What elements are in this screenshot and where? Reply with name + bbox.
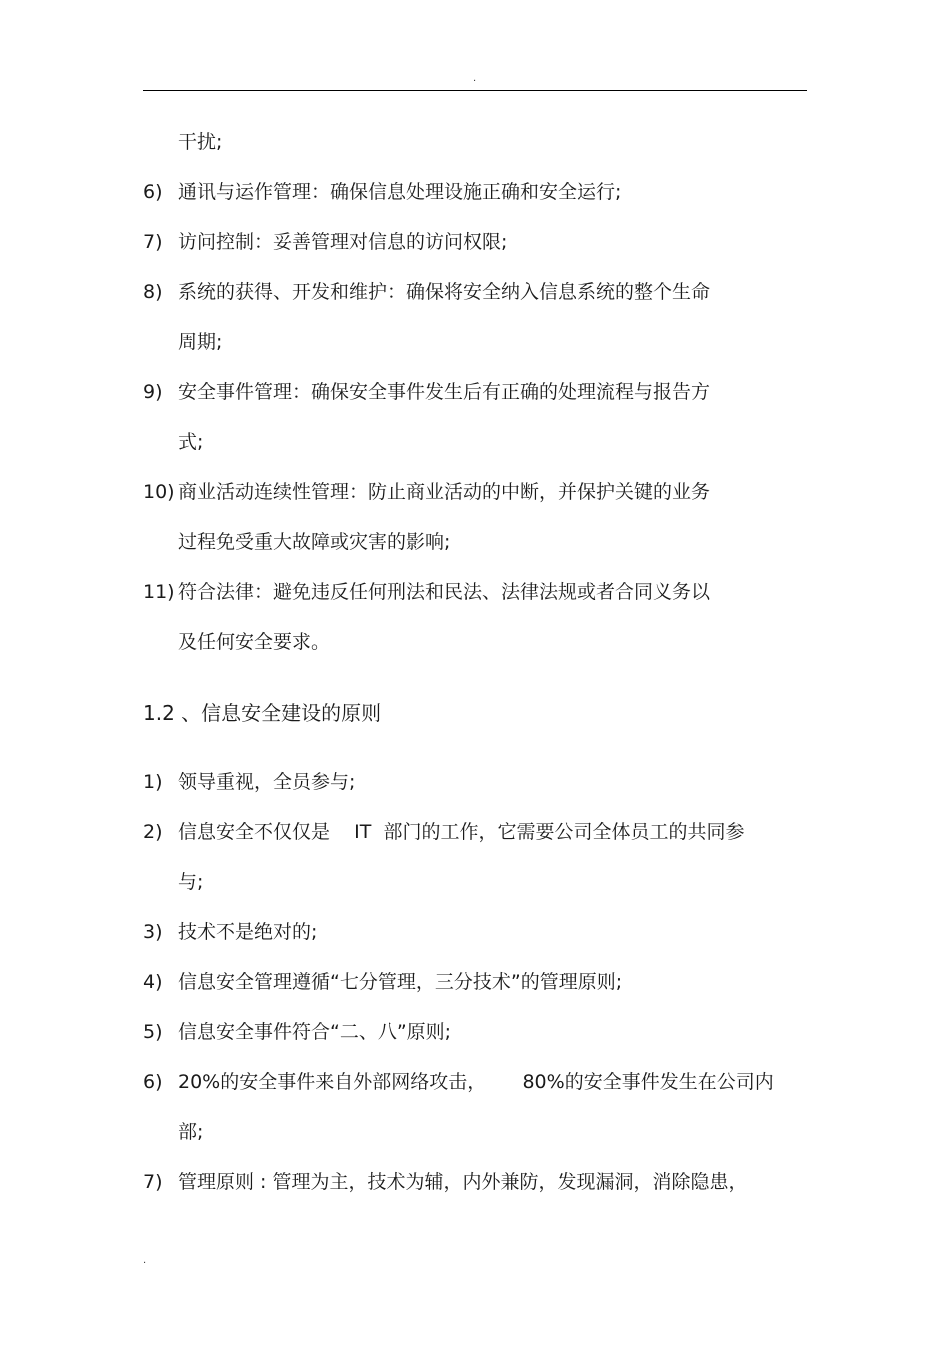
list-b-item-4-line-0: 信息安全事件符合“二、八”原则; — [178, 1021, 452, 1043]
list-a-item-0-line-0: 干扰; — [178, 131, 223, 153]
list-b-item-0-number: 1) — [143, 771, 163, 793]
list-a-item-4-line-1: 式; — [178, 431, 204, 453]
list-b-item-3-line-0: 信息安全管理遵循“七分管理，三分技术”的管理原则; — [178, 971, 623, 993]
list-b-item-1-number: 2) — [143, 821, 163, 843]
list-a-item-1-number: 6) — [143, 181, 163, 203]
list-a-item-4-number: 9) — [143, 381, 163, 403]
list-b-item-5-line-1: 部; — [178, 1121, 204, 1143]
list-a-item-2-number: 7) — [143, 231, 163, 253]
list-b-item-0-line-0: 领导重视，全员参与; — [178, 771, 356, 793]
section-heading: 1.2 、信息安全建设的原则 — [143, 701, 382, 725]
header-mark: . — [473, 73, 477, 84]
list-a-item-3-line-1: 周期; — [178, 331, 223, 353]
list-b-item-5-number: 6) — [143, 1071, 163, 1093]
list-b-item-1-line-0: 信息安全不仅仅是 IT 部门的工作，它需要公司全体员工的共同参 — [178, 821, 745, 843]
list-b-item-6-line-0: 管理原则 : 管理为主，技术为辅，内外兼防，发现漏洞，消除隐患， — [178, 1171, 748, 1193]
list-a-item-5-number: 10) — [143, 481, 175, 503]
list-a-item-4-line-0: 安全事件管理：确保安全事件发生后有正确的处理流程与报告方 — [178, 381, 711, 403]
list-b-item-4-number: 5) — [143, 1021, 163, 1043]
list-a-item-5-line-1: 过程免受重大故障或灾害的影响; — [178, 531, 451, 553]
header-rule — [143, 90, 807, 91]
list-a-item-6-line-1: 及任何安全要求。 — [178, 631, 331, 653]
list-a-item-6-line-0: 符合法律：避免违反任何刑法和民法、法律法规或者合同义务以 — [178, 581, 711, 603]
list-a-item-3-number: 8) — [143, 281, 163, 303]
list-a-item-6-number: 11) — [143, 581, 175, 603]
list-b-item-5-line-0: 20%的安全事件来自外部网络攻击， 80%的安全事件发生在公司内 — [178, 1071, 774, 1093]
list-b-item-2-number: 3) — [143, 921, 163, 943]
list-b-item-3-number: 4) — [143, 971, 163, 993]
list-a-item-5-line-0: 商业活动连续性管理：防止商业活动的中断，并保护关键的业务 — [178, 481, 711, 503]
footer-mark: . — [143, 1255, 147, 1266]
list-a-item-2-line-0: 访问控制：妥善管理对信息的访问权限; — [178, 231, 508, 253]
list-b-item-6-number: 7) — [143, 1171, 163, 1193]
list-a-item-3-line-0: 系统的获得、开发和维护：确保将安全纳入信息系统的整个生命 — [178, 281, 711, 303]
list-b-item-2-line-0: 技术不是绝对的; — [178, 921, 318, 943]
list-b-item-1-line-1: 与; — [178, 871, 204, 893]
list-a-item-1-line-0: 通讯与运作管理：确保信息处理设施正确和安全运行; — [178, 181, 622, 203]
